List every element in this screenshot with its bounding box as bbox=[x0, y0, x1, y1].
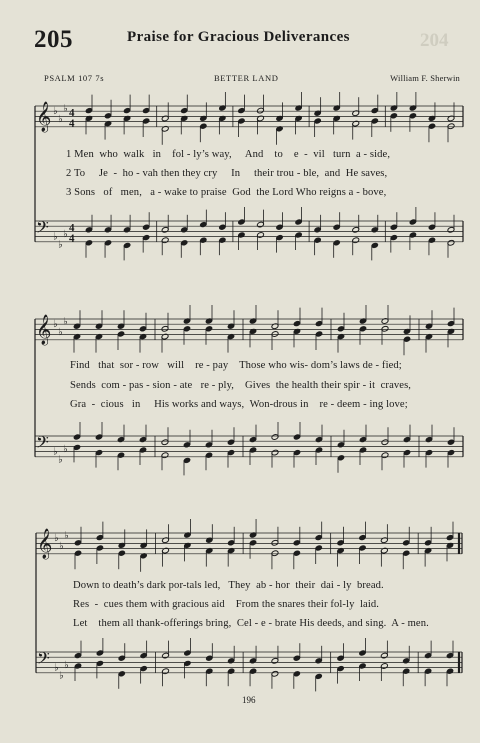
psalm-reference: PSALM 107 7s bbox=[44, 73, 105, 83]
lyric-line: Let them all thank-offerings bring, Cel - e - brate His deeds, and sing. A - men. bbox=[73, 618, 429, 629]
hymn-title: Praise for Gracious Deliverances bbox=[127, 29, 350, 45]
bass-clef-icon: 𝄢 bbox=[37, 648, 50, 672]
flat-sign: ♭ bbox=[53, 106, 58, 118]
hymn-number: 205 bbox=[34, 26, 73, 53]
time-signature: 4 bbox=[69, 232, 75, 245]
flat-sign: ♭ bbox=[54, 662, 59, 674]
flat-sign: ♭ bbox=[63, 316, 68, 328]
flat-sign: ♭ bbox=[63, 444, 68, 455]
flat-sign: ♭ bbox=[64, 530, 69, 542]
lyric-line: Gra - cious in His works and ways, Won-drous in re - deem - ing love; bbox=[70, 399, 408, 410]
time-signature: 4 bbox=[69, 117, 75, 130]
tune-name: BETTER LAND bbox=[214, 73, 279, 83]
flat-sign: ♭ bbox=[58, 454, 63, 466]
flat-sign: ♭ bbox=[54, 533, 59, 545]
time-signature: 4 bbox=[69, 107, 75, 119]
bass-clef-icon: 𝄢 bbox=[36, 432, 49, 456]
lyric-line: Res - cues them with gracious aid From the snares their fol-ly laid. bbox=[73, 599, 380, 610]
flat-sign: ♭ bbox=[64, 660, 69, 671]
composer-credit: William F. Sherwin bbox=[390, 73, 460, 83]
treble-clef-icon: 𝄞 bbox=[36, 315, 52, 345]
bass-clef-icon: 𝄢 bbox=[36, 217, 49, 241]
flat-sign: ♭ bbox=[53, 231, 58, 243]
treble-clef-icon: 𝄞 bbox=[36, 102, 52, 132]
lyric-line: 1 Men who walk in fol - ly’s way, And to e - vil turn a - side, bbox=[66, 149, 391, 160]
flat-sign: ♭ bbox=[59, 541, 64, 552]
flat-sign: ♭ bbox=[58, 327, 63, 338]
flat-sign: ♭ bbox=[58, 114, 63, 125]
lyric-line: Find that sor - row will re - pay Those who wis- dom’s laws de - fied; bbox=[70, 360, 402, 371]
time-signature: 4 bbox=[69, 222, 75, 234]
lyric-line: 3 Sons of men, a - wake to praise God the Lord Who reigns a - bove, bbox=[66, 187, 387, 198]
lyric-line: 2 To Je - ho - vah then they cry In their trou - ble, and He saves, bbox=[66, 168, 388, 179]
flat-sign: ♭ bbox=[53, 446, 58, 458]
page-number: 196 bbox=[242, 695, 256, 705]
flat-sign: ♭ bbox=[63, 103, 68, 115]
flat-sign: ♭ bbox=[58, 239, 63, 251]
show-through-hymn-number: 204 bbox=[420, 30, 449, 51]
flat-sign: ♭ bbox=[63, 229, 68, 240]
lyric-line: Down to death’s dark por-tals led, They ab - hor their dai - ly bread. bbox=[73, 580, 384, 591]
treble-clef-icon: 𝄞 bbox=[37, 529, 53, 559]
flat-sign: ♭ bbox=[53, 319, 58, 331]
lyric-line: Sends com - pas - sion - ate re - ply, Gives the health their spir - it craves, bbox=[70, 380, 412, 391]
flat-sign: ♭ bbox=[59, 670, 64, 682]
